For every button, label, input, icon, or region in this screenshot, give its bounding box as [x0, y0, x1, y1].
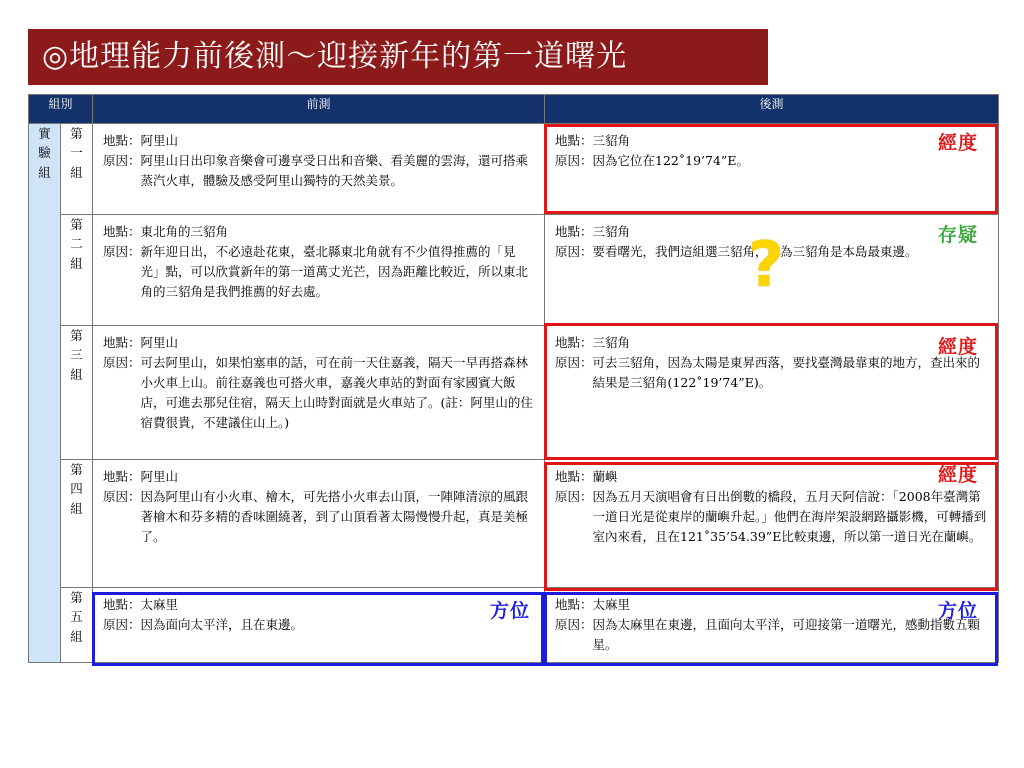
comparison-table: [28, 94, 999, 663]
annotation-direction: 方位: [490, 600, 531, 622]
group-label: 第一組: [70, 126, 83, 180]
place-label: 地點：: [555, 335, 593, 350]
place-label: 地點：: [555, 597, 593, 612]
header-post: 後測: [545, 95, 999, 124]
pre-reason: 阿里山日出印象音樂會可邊享受日出和音樂、看美麗的雲海，還可搭乘蒸汽火車，體驗及感受阿里山獨特的天然美景。: [140, 153, 529, 188]
reason-label: 原因：: [555, 153, 593, 168]
annotation-doubt: 存疑: [938, 224, 979, 246]
reason-label: 原因：: [555, 489, 593, 504]
post-cell: [545, 588, 999, 663]
reason-label: 原因：: [555, 244, 593, 259]
post-place: 三貂角: [592, 224, 631, 239]
pre-place: 東北角的三貂角: [140, 224, 229, 239]
group-cell: [61, 588, 93, 663]
post-cell: [545, 460, 999, 588]
reason-label: 原因：: [555, 617, 593, 632]
group-cell: [61, 326, 93, 460]
post-cell: [545, 326, 999, 460]
table-row: [29, 124, 999, 215]
reason-label: 原因：: [103, 489, 141, 504]
annotation-longitude: 經度: [938, 132, 979, 154]
question-mark-icon: ?: [748, 228, 784, 301]
header-group: 組別: [29, 95, 93, 124]
annotation-longitude: 經度: [938, 336, 979, 358]
table-row: [29, 326, 999, 460]
pre-place: 阿里山: [140, 469, 179, 484]
pre-reason: 新年迎日出，不必遠赴花東，臺北縣東北角就有不少值得推薦的「見光」點，可以欣賞新年的第一道萬丈光芒，因為距離比較近，所以東北角的三貂角是我們推薦的好去處。: [140, 244, 529, 299]
place-label: 地點：: [555, 133, 593, 148]
post-reason: 可去三貂角，因為太陽是東昇西落，要找臺灣最靠東的地方，查出來的結果是三貂角(122˚19’74”E)。: [592, 355, 981, 390]
side-label: 實驗組: [38, 126, 51, 180]
post-reason: 要看曙光，我們這組選三貂角，因為三貂角是本島最東邊。: [592, 244, 918, 259]
pre-place: 阿里山: [140, 133, 179, 148]
place-label: 地點：: [103, 133, 141, 148]
pre-cell: [93, 460, 545, 588]
header-pre: 前測: [93, 95, 545, 124]
place-label: 地點：: [103, 224, 141, 239]
table-header-row: [29, 95, 999, 124]
reason-label: 原因：: [103, 617, 141, 632]
pre-cell: [93, 326, 545, 460]
annotation-longitude: 經度: [938, 464, 979, 486]
group-label: 第五組: [70, 590, 83, 644]
place-label: 地點：: [103, 597, 141, 612]
group-cell: [61, 460, 93, 588]
post-reason: 因為五月天演唱會有日出倒數的橋段，五月天阿信說：「2008年臺灣第一道日光是從東岸的蘭嶼升起。」他們在海岸架設網路攝影機，可轉播到室內來看，且在121˚35’54.39”E比較東邊，所以第一道日光在蘭嶼。: [592, 489, 987, 544]
group-label: 第四組: [70, 462, 83, 516]
side-label-cell: [29, 124, 61, 663]
post-place: 蘭嶼: [592, 469, 618, 484]
post-reason: 因為太麻里在東邊，且面向太平洋，可迎接第一道曙光，感動指數五顆星。: [592, 617, 981, 652]
post-reason: 因為它位在122˚19’74”E。: [592, 153, 749, 168]
pre-cell: [93, 588, 545, 663]
reason-label: 原因：: [103, 153, 141, 168]
post-place: 太麻里: [592, 597, 631, 612]
place-label: 地點：: [555, 224, 593, 239]
pre-reason: 可去阿里山，如果怕塞車的話，可在前一天住嘉義，隔天一早再搭森林小火車上山。前往嘉義也可搭火車，嘉義火車站的對面有家國賓大飯店，可進去那兒住宿，隔天上山時對面就是火車站了。(註：阿里山的住宿費很貴，不建議住山上。): [140, 355, 533, 430]
pre-reason: 因為面向太平洋，且在東邊。: [140, 617, 304, 632]
table-row: [29, 460, 999, 588]
post-place: 三貂角: [592, 133, 631, 148]
group-cell: [61, 215, 93, 326]
pre-cell: [93, 215, 545, 326]
place-label: 地點：: [555, 469, 593, 484]
page-title: ◎地理能力前後測～迎接新年的第一道曙光: [28, 29, 768, 85]
place-label: 地點：: [103, 469, 141, 484]
reason-label: 原因：: [103, 244, 141, 259]
reason-label: 原因：: [103, 355, 141, 370]
pre-place: 阿里山: [140, 335, 179, 350]
pre-place: 太麻里: [140, 597, 179, 612]
place-label: 地點：: [103, 335, 141, 350]
group-label: 第二組: [70, 217, 83, 271]
post-place: 三貂角: [592, 335, 631, 350]
pre-cell: [93, 124, 545, 215]
table-row: [29, 215, 999, 326]
reason-label: 原因：: [555, 355, 593, 370]
table-row: [29, 588, 999, 663]
pre-reason: 因為阿里山有小火車、檜木，可先搭小火車去山頂，一陣陣清涼的風跟著檜木和芬多精的香味圍繞著，到了山頂看著太陽慢慢升起，真是美極了。: [140, 489, 529, 544]
group-label: 第三組: [70, 328, 83, 382]
post-cell: [545, 124, 999, 215]
annotation-direction: 方位: [938, 600, 979, 622]
group-cell: [61, 124, 93, 215]
